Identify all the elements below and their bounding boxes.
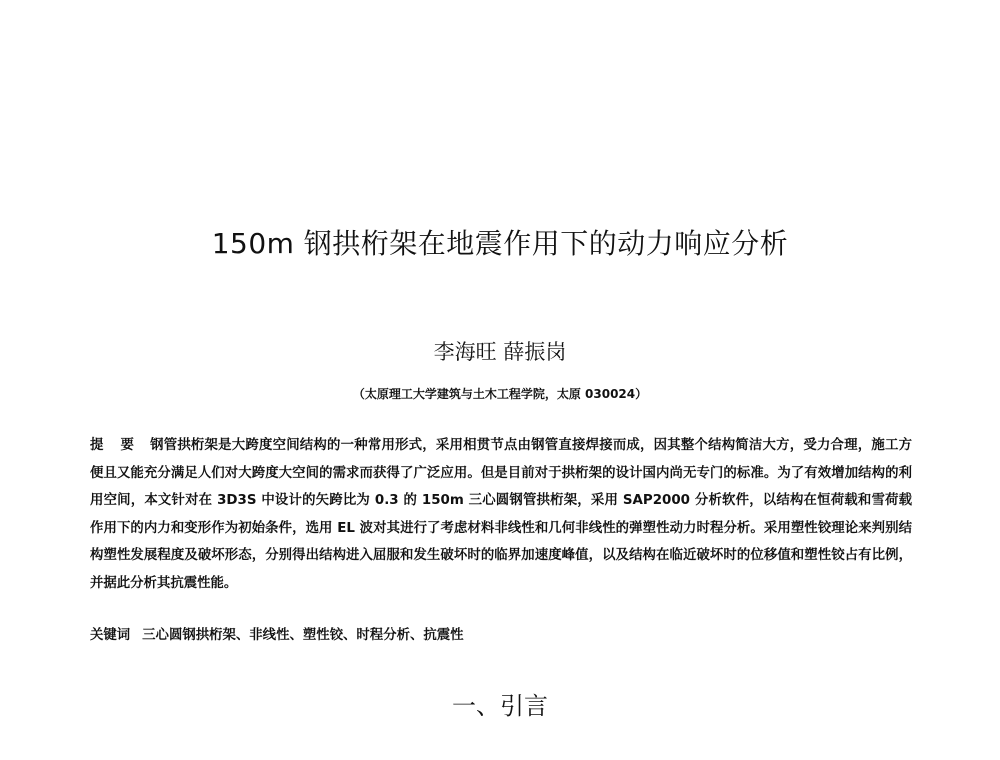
- paper-authors: 李海旺 薛振岗: [433, 340, 567, 364]
- section-heading-introduction: 一、引言: [452, 692, 548, 720]
- abstract: [90, 432, 912, 597]
- keywords-label: 关键词: [90, 628, 131, 643]
- keywords-text: 三心圆钢拱桁架、非线性、塑性铰、时程分析、抗震性: [142, 628, 464, 643]
- author-affiliation: （太原理工大学建筑与土木工程学院，太原 030024）: [352, 387, 648, 401]
- paper-title: 150m 钢拱桁架在地震作用下的动力响应分析: [211, 227, 789, 260]
- abstract-text: 钢管拱桁架是大跨度空间结构的一种常用形式，采用相贯节点由钢管直接焊接而成，因其整个结构简洁大方，受力合理，施工方便且又能充分满足人们对大跨度大空间的需求而获得了广泛应用。但是目前对于拱桁架的设计国内尚无专门的标准。为了有效增加结构的利用空间，本文针对在 3D3S 中设计的矢跨比为 0.3 的 150m 三心圆钢管拱桁架，采用 SAP2000 分析软件，以结构在恒荷载和雪荷载作用下的内力和变形作为初始条件，选用 EL 波对其进行了考虑材料非线性和几何非线性的弹塑性动力时程分析。采用塑性铰理论来判别结构塑性发展程度及破坏形态，分别得出结构进入屈服和发生破坏时的临界加速度峰值，以及结构在临近破坏时的位移值和塑性铰占有比例，并据此分析其抗震性能。: [90, 438, 912, 591]
- abstract-label: 提 要: [90, 438, 141, 453]
- keywords: [90, 624, 912, 648]
